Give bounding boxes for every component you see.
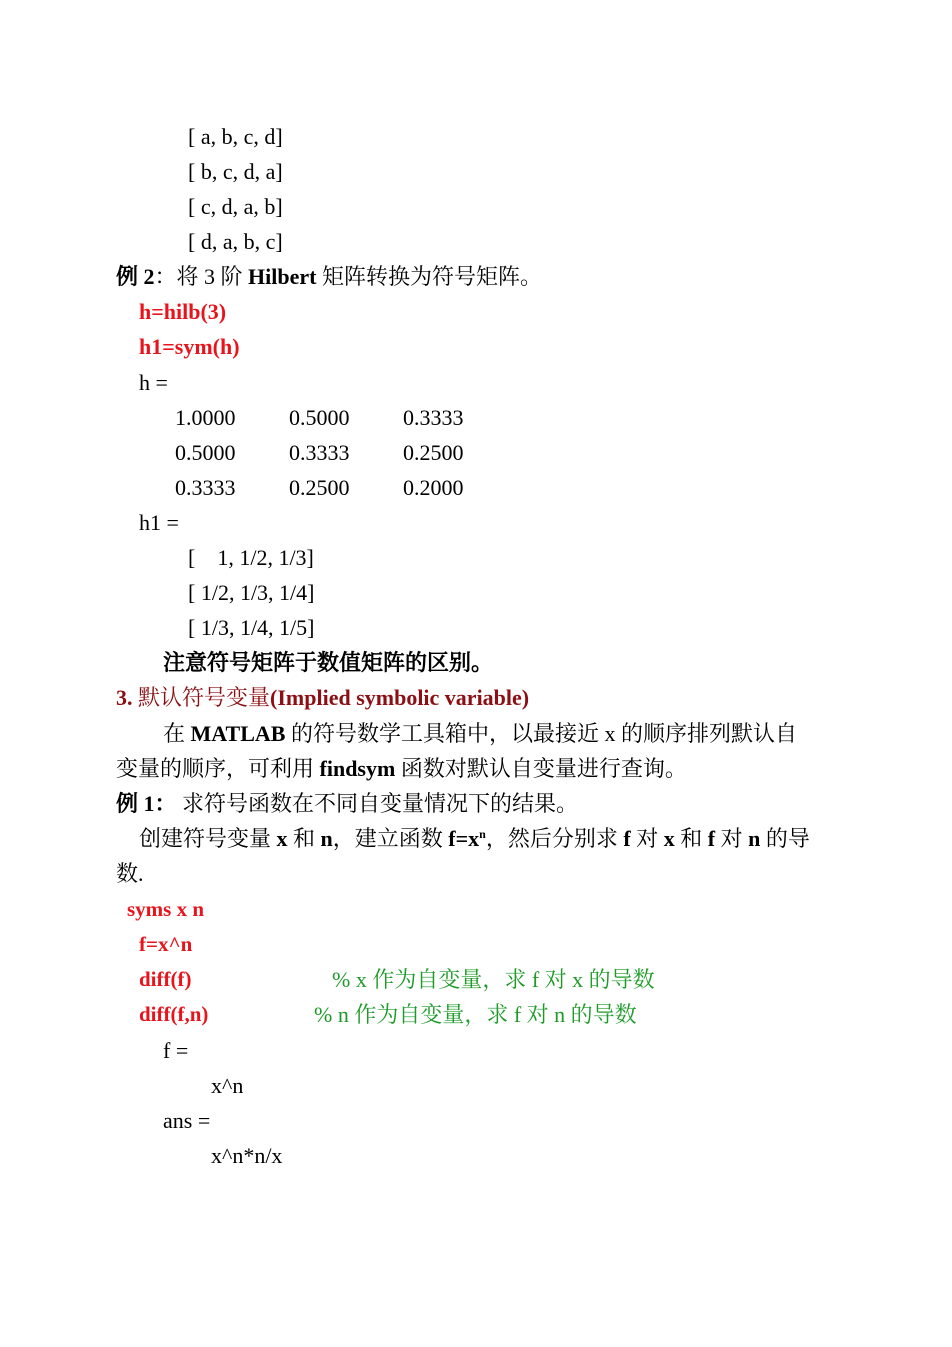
paragraph-line [163,723,797,745]
text: 和 [287,826,321,851]
bold-term: x [276,826,288,851]
matrix-cell: 0.2500 [403,440,464,465]
matrix-row: [ 1, 1/2, 1/3] [188,545,314,570]
example-text: ：将 3 阶 [154,264,249,289]
text: ，建立函数 [332,826,449,851]
bold-term: x [663,826,675,851]
matrix-cell: 0.3333 [289,440,350,465]
code-line: h1=sym(h) [139,334,240,359]
code-line: diff(f,n) [139,1002,209,1026]
section-number: 3. [116,685,138,710]
output-value: x^n*n/x [211,1143,283,1168]
section-title-cn: 默认符号变量 [138,685,271,710]
text: 的符号数学工具箱中，以最接近 x 的顺序排列默认自 [285,721,797,746]
paragraph-line: 数. [116,861,144,886]
section-heading [116,687,529,709]
matrix-cell: 0.5000 [289,405,350,430]
bold-term: f [623,826,631,851]
text: ，然后分别求 [485,826,624,851]
code-line: f=x^n [139,932,193,956]
text: 创建符号变量 [139,826,277,851]
example-label: 例 2 [116,264,155,289]
code-line: syms x n [127,897,205,921]
matrix-row: [ 1/3, 1/4, 1/5] [188,615,315,640]
example1-line [116,793,578,815]
bold-term: findsym [319,756,396,781]
matrix-row: [ a, b, c, d] [188,124,283,149]
text: 和 [674,826,708,851]
text: 对 [630,826,664,851]
text: 在 [163,721,191,746]
matrix-cell: 0.2500 [289,475,350,500]
paragraph-line [139,828,810,850]
code-line: h=hilb(3) [139,299,227,324]
example-text: 求符号函数在不同自变量情况下的结果。 [176,791,579,816]
section-title-en: (Implied symbolic variable) [270,685,530,710]
bold-term: f=x [448,826,480,851]
output-label: h1 = [139,510,179,535]
matrix-row: [ c, d, a, b] [188,194,283,219]
matrix-cell: 0.3333 [403,405,464,430]
bold-term: n [320,826,333,851]
matrix-cell: 0.5000 [175,440,236,465]
superscript: n [479,827,486,841]
output-value: x^n [211,1073,244,1098]
code-comment: % n 作为自变量，求 f 对 n 的导数 [314,1002,637,1027]
text: 对 [715,826,749,851]
paragraph-line [116,758,687,780]
matrix-row: [ b, c, d, a] [188,159,283,184]
matrix-row: [ 1/2, 1/3, 1/4] [188,580,315,605]
text: 变量的顺序，可利用 [116,756,320,781]
matrix-row: [ d, a, b, c] [188,229,283,254]
matrix-cell: 0.2000 [403,475,464,500]
code-line: diff(f) [139,967,192,991]
text: 函数对默认自变量进行查询。 [395,756,687,781]
example-label: 例 1： [116,791,177,816]
output-label: ans = [163,1108,211,1133]
output-label: f = [163,1038,189,1063]
matrix-cell: 0.3333 [175,475,236,500]
bold-term: f [707,826,716,851]
code-comment: % x 作为自变量，求 f 对 x 的导数 [332,967,655,992]
note: 注意符号矩阵于数值矩阵的区别。 [163,650,494,675]
bold-term: Hilbert [248,264,317,289]
bold-term: MATLAB [190,721,286,746]
example-text: 矩阵转换为符号矩阵。 [316,264,542,289]
matrix-cell: 1.0000 [175,405,236,430]
bold-term: n [748,826,761,851]
example2-line [116,266,542,288]
text: 的导 [760,826,810,851]
output-label: h = [139,370,168,395]
